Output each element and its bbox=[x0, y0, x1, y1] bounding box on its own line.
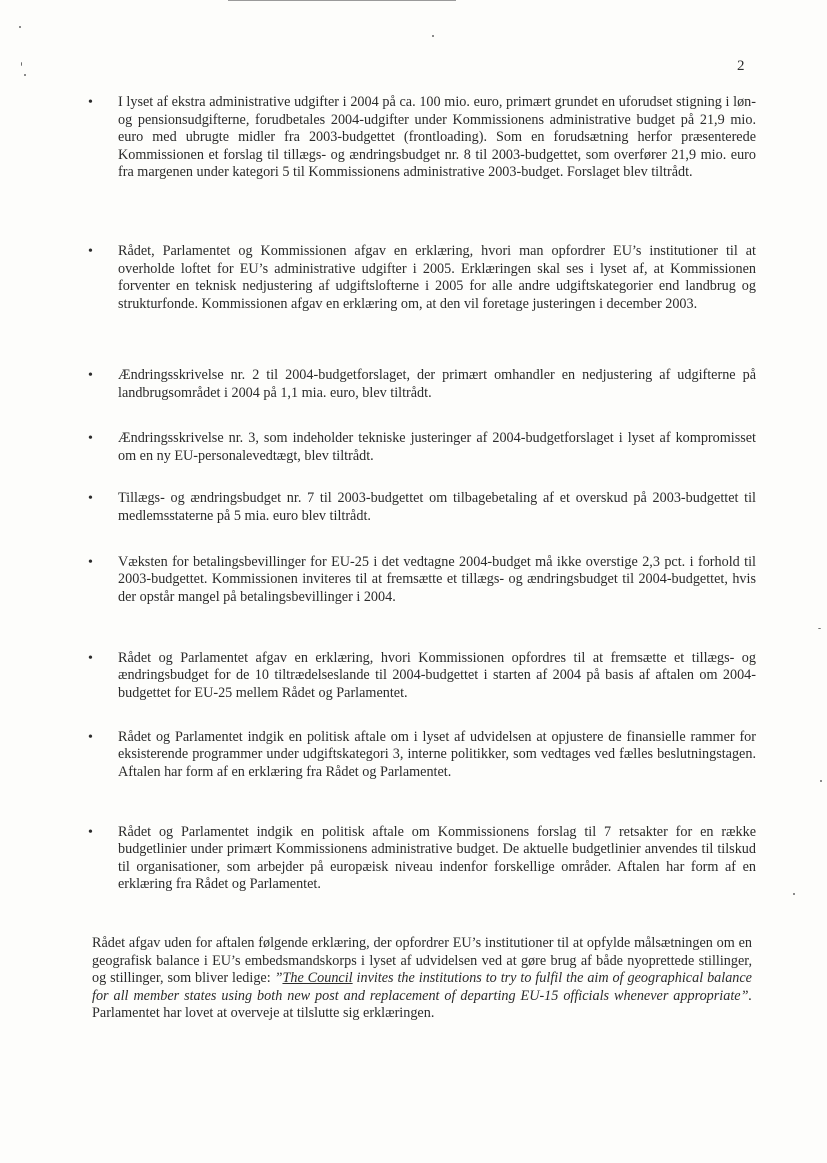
bullet-marker: • bbox=[88, 491, 93, 507]
bullet-item bbox=[88, 367, 756, 402]
scan-speck bbox=[818, 628, 821, 629]
quote-text: invites the institutions to try to fulfil the aim of geographical balance for all member states using both new post and replacement of departing EU-15 officials whenever appropriate bbox=[92, 970, 752, 1004]
bullet-text: I lyset af ekstra administrative udgifter i 2004 på ca. 100 mio. euro, primært grundet en uforudset stigning i løn- og pensionsudgifterne, forudbetales 2004-udgifter under Kommissionens administrative budget på 21,9 mio. euro med ubrugte midler fra 2003-budgettet (frontloading). Som en forudsætning herfor præsenterede Kommissionen et forslag til tillægs- og ændringsbudget nr. 8 til 2003-budgettet, som overfører 21,9 mio. euro fra margenen under kategori 5 til Kommissionens administrative 2003-budget. Forslaget blev tiltrådt. bbox=[118, 94, 756, 181]
quote-underlined-text: The Council bbox=[282, 970, 353, 987]
bullet-text: Rådet og Parlamentet afgav en erklæring, hvori Kommissionen opfordres til at fremsætte et tillægs- og ændringsbudget for de 10 tiltrædelseslande til 2004-budgettet i starten af 2004 på basis af aftalen om 2004-budgettet for EU-25 mellem Rådet og Parlamentet. bbox=[118, 649, 756, 701]
bullet-text: Rådet og Parlamentet indgik en politisk aftale om i lyset af udvidelsen at opjustere de finansielle rammer for eksisterende programmer under udgiftskategori 3, interne politikker, som vedtages ved fælles beslutningstagen. Aftalen har form af en erklæring fra Rådet og Parlamentet. bbox=[118, 728, 756, 780]
page-number: 2 bbox=[737, 58, 745, 74]
bullet-text: Rådet, Parlamentet og Kommissionen afgav en erklæring, hvori man opfordrer EU’s institutioner til at overholde loftet for EU’s administrative udgifter i 2005. Erklæringen skal ses i lyset af, at Kommissionen forventer en teknisk nedjustering af udgiftslofterne i 2005 for alle andre udgiftskategorier end landbrug og strukturfonde. Kommissionen afgav en erklæring om, at den vil foretage justeringen i december 2003. bbox=[118, 243, 756, 312]
bullet-item bbox=[88, 490, 756, 525]
closing-intro: Rådet afgav uden for aftalen følgende erklæring, der opfordrer EU’s institutioner til at opfylde målsætningen om en geografisk balance i EU’s embedsmandskorps i lyset af udvidelsen ved at gøre brug af både nyoprettede stillinger, og stillinger, som bliver ledige: bbox=[92, 935, 752, 987]
scan-speck bbox=[21, 62, 22, 66]
bullet-list bbox=[88, 94, 756, 894]
closing-outro: Parlamentet har lovet at overveje at tilslutte sig erklæringen. bbox=[92, 1005, 435, 1022]
scan-speck bbox=[432, 35, 434, 37]
scan-speck bbox=[793, 893, 795, 895]
bullet-item bbox=[88, 243, 756, 331]
scan-speck bbox=[24, 74, 26, 76]
bullet-marker: • bbox=[88, 729, 93, 745]
bullet-item bbox=[88, 824, 756, 894]
bullet-marker: • bbox=[88, 824, 93, 840]
quote-open-mark: ” bbox=[274, 970, 283, 987]
bullet-marker: • bbox=[88, 431, 93, 447]
bullet-marker: • bbox=[88, 650, 93, 666]
bullet-text: Ændringsskrivelse nr. 2 til 2004-budgetforslaget, der primært omhandler en nedjustering af udgifterne på landbrugsområdet i 2004 på 1,1 mia. euro, blev tiltrådt. bbox=[118, 367, 756, 401]
bullet-item bbox=[88, 729, 756, 799]
bullet-text: Væksten for betalingsbevillinger for EU-25 i det vedtagne 2004-budget må ikke overstige 2,3 pct. i forhold til 2003-budgettet. Kommissionen inviteres til at fremsætte et tillægs- og ændringsbudget til 2004-budgettet, hvis der opstår mangel på betalingsbevillinger i 2004. bbox=[118, 553, 756, 605]
bullet-item bbox=[88, 650, 756, 703]
scan-edge-line bbox=[228, 0, 456, 1]
quote-close-mark: ”. bbox=[740, 987, 752, 1004]
bullet-item bbox=[88, 94, 756, 217]
bullet-marker: • bbox=[88, 95, 93, 110]
bullet-text: Tillægs- og ændringsbudget nr. 7 til 2003-budgettet om tilbagebetaling af et overskud på 2003-budgettet til medlemsstaterne på 5 mia. euro blev tiltrådt. bbox=[118, 490, 756, 524]
bullet-text: Ændringsskrivelse nr. 3, som indeholder tekniske justeringer af 2004-budgetforslaget i lyset af kompromisset om en ny EU-personalevedtægt, blev tiltrådt. bbox=[118, 430, 756, 464]
bullet-marker: • bbox=[88, 368, 93, 383]
closing-paragraph bbox=[92, 935, 752, 1023]
bullet-marker: • bbox=[88, 554, 93, 570]
bullet-text: Rådet og Parlamentet indgik en politisk aftale om Kommissionens forslag til 7 retsakter for en række budgetlinier under primært Kommissionens administrative budget. De aktuelle budgetlinier anvendes til tilskud til organisationer, som arbejder på europæisk niveau indenfor forskellige områder. Aftalen har form af en erklæring fra Rådet og Parlamentet. bbox=[118, 823, 756, 893]
bullet-item bbox=[88, 430, 756, 465]
bullet-item bbox=[88, 554, 756, 624]
scan-speck bbox=[19, 26, 21, 28]
scan-speck bbox=[820, 780, 822, 782]
bullet-marker: • bbox=[88, 244, 93, 259]
